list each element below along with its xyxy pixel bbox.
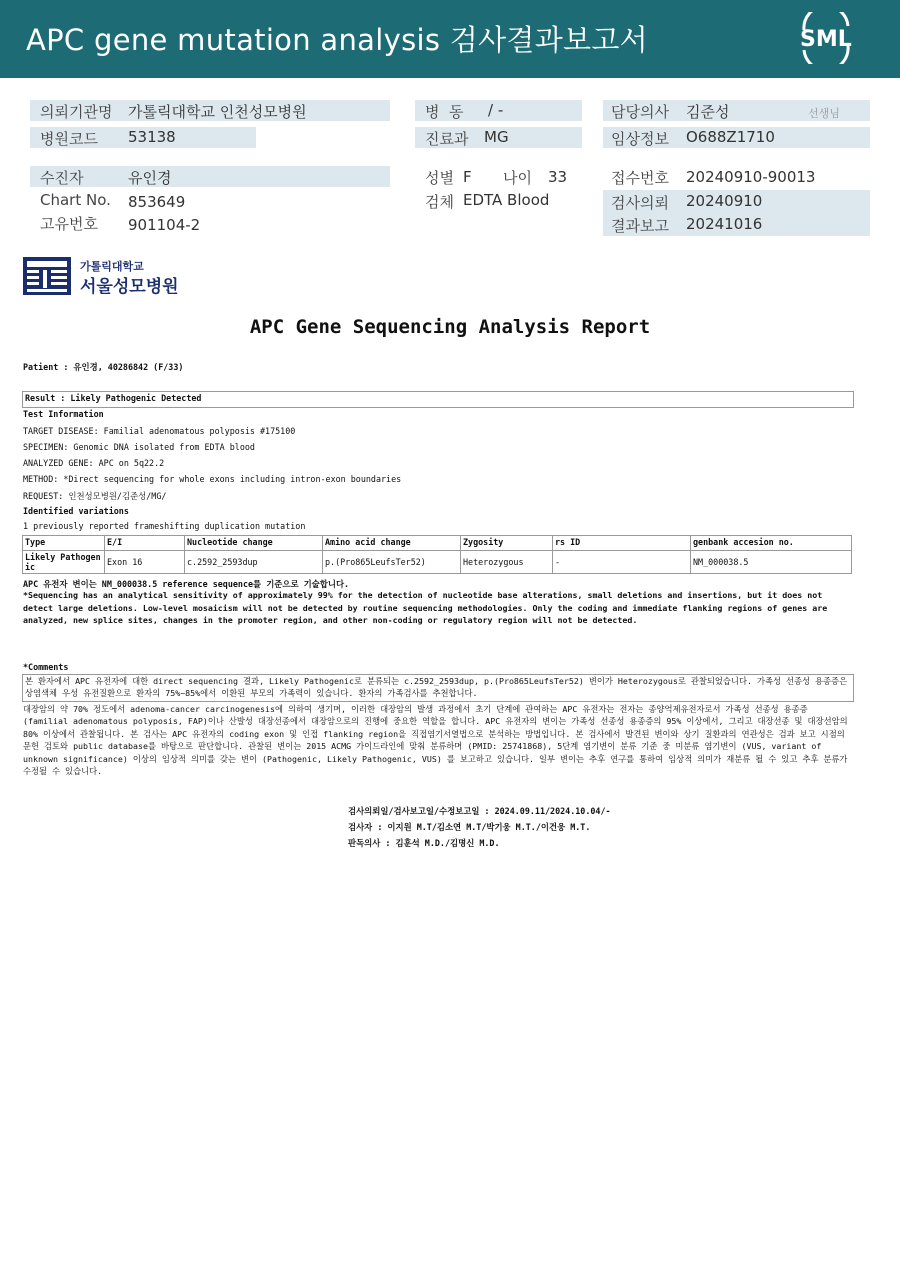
specimen-line: SPECIMEN: Genomic DNA isolated from EDTA blood <box>23 442 255 452</box>
table-cell: - <box>553 551 691 574</box>
unique-value: 901104-2 <box>128 216 201 234</box>
hospital-logo-line2: 서울성모병원 <box>80 277 179 297</box>
sign-dates: 검사의뢰일/검사보고일/수정보고일 : 2024.09.11/2024.10.04/- <box>348 806 611 816</box>
variations-table <box>22 535 852 574</box>
specimen-label: 검체 <box>425 193 454 211</box>
chart-label: Chart No. <box>40 191 111 209</box>
table-cell: NM_000038.5 <box>691 551 852 574</box>
reference-note: APC 유전자 변이는 NM_000038.5 reference sequence를 기준으로 기술합니다. <box>23 579 350 589</box>
table-header-row <box>23 536 852 551</box>
sex-value: F <box>463 168 472 186</box>
age-value: 33 <box>548 168 568 186</box>
result-label: 결과보고 <box>611 217 669 235</box>
table-header-cell: genbank accesion no. <box>691 536 852 551</box>
result-box <box>22 391 854 408</box>
hospital-code-label: 병원코드 <box>40 130 98 148</box>
ward-value: / - <box>488 101 504 119</box>
dept-value: MG <box>484 128 509 146</box>
analyzed-gene: ANALYZED GENE: APC on 5q22.2 <box>23 458 165 468</box>
sex-label: 성별 <box>425 169 454 187</box>
comment-box-text: 본 환자에서 APC 유전자에 대한 direct sequencing 결과, Likely Pathogenic로 분류되는 c.2592_2593dup, p.(Pro865LeufsTer52) 변이가 Heterozygous로 관찰되었습니다. 가족성 선종성 용종증은 상염색체 우성 유전질환으로 환자의 75%~85%에서 이환된 부모의 가족력이 있습니다. 환자의 가족검사를 추천합니다. <box>25 676 848 698</box>
age-label: 나이 <box>503 169 532 187</box>
table-header-cell: Zygosity <box>461 536 553 551</box>
table-header-cell: Amino acid change <box>323 536 461 551</box>
comment-body: 대장암의 약 70% 정도에서 adenoma-cancer carcinogenesis에 의하여 생기며, 이러한 대장암의 발생 과정에서 초기 단계에 관여하는 APC 유전자는 전자는 종양억제유전자로서 가족성 선종성 용종증 (familial adenomatous polyposis, FAP)이나 산발성 대장선종에서 대장암으로의 진행에 중요한 역할을 합니다. APC 유전자의 변이는 가족성 선종성 용종증의 95% 이상에서, 그리고 대장선종 및 대장선암의 80% 이상에서 관찰됩니다. 본 검사는 APC 유전자의 coding exon 및 인접 flanking region을 직접염기서열법으로 분석하는 방법입니다. 본 검사에서 발견된 변이와 상기 질환과의 연관성은 검과 보고 시점의 문헌 검토와 public database를 바탕으로 판단합니다. 관찰된 변이는 2015 ACMG 가이드라인에 맞춰 분류하며 (PMID: 25741868), 5단계 염기변이 분류 기준 중 미분류 염기변이 (VUS, variant of unknown significance) 이상의 임상적 의미를 갖는 변이 (Pathogenic, Likely Pathogenic, VUS) 를 보고하고 있습니다. 일부 변이는 추후 연구를 통하여 임상적 의미가 재분류 될 수 있고 추후 분류가 수정될 수 있습니다. <box>23 704 848 777</box>
table-header-cell: rs ID <box>553 536 691 551</box>
table-cell: Exon 16 <box>105 551 185 574</box>
unique-label: 고유번호 <box>40 215 98 233</box>
clinical-label: 임상정보 <box>611 130 669 148</box>
institution-value: 가톨릭대학교 인천성모병원 <box>128 103 307 121</box>
specimen-value: EDTA Blood <box>463 191 550 209</box>
table-row <box>23 551 852 574</box>
result-value: 20241016 <box>686 215 763 233</box>
chart-value: 853649 <box>128 193 186 211</box>
table-header-cell: Nucleotide change <box>185 536 323 551</box>
sml-logo <box>796 12 856 64</box>
sign-testers: 검사자 : 이지원 M.T/김소연 M.T/박기웅 M.T./이건웅 M.T. <box>348 822 591 832</box>
patient-label: 수진자 <box>40 169 84 187</box>
doctor-value: 김준성 <box>686 103 730 121</box>
clinical-value: O688Z1710 <box>686 128 775 146</box>
report-header <box>0 0 900 78</box>
identified-heading: Identified variations <box>23 506 129 516</box>
patient-line: Patient : 유인경, 40286842 (F/33) <box>23 362 184 372</box>
doctor-label: 담당의사 <box>611 103 669 121</box>
doctor-suffix: 선생님 <box>808 107 840 120</box>
table-cell: p.(Pro865LeufsTer52) <box>323 551 461 574</box>
report-title: APC Gene Sequencing Analysis Report <box>249 316 651 338</box>
table-header-cell: Type <box>23 536 105 551</box>
table-cell: Heterozygous <box>461 551 553 574</box>
sign-doctors: 판독의사 : 김훈석 M.D./김명신 M.D. <box>348 838 500 848</box>
table-cell: Likely Pathogenic <box>23 551 105 574</box>
report-header-title: APC gene mutation analysis 검사결과보고서 <box>26 23 648 57</box>
table-cell: c.2592_2593dup <box>185 551 323 574</box>
hospital-logo <box>22 256 182 300</box>
receipt-value: 20240910-90013 <box>686 168 816 186</box>
institution-label: 의뢰기관명 <box>40 103 113 121</box>
target-disease: TARGET DISEASE: Familial adenomatous polyposis #175100 <box>23 426 296 436</box>
comments-heading: *Comments <box>23 662 69 672</box>
patient-row-bg <box>30 166 390 187</box>
result-line: Result : Likely Pathogenic Detected <box>25 393 202 403</box>
dept-label: 진료과 <box>425 130 469 148</box>
test-info-heading: Test Information <box>23 409 104 419</box>
request-label: 검사의뢰 <box>611 194 669 212</box>
ward-label: 병 동 <box>425 103 464 121</box>
identified-summary: 1 previously reported frameshifting duplication mutation <box>23 521 306 531</box>
request-line: REQUEST: 인천성모병원/김준성/MG/ <box>23 491 167 501</box>
patient-value: 유인경 <box>128 169 172 187</box>
hospital-code-value: 53138 <box>128 128 176 146</box>
sml-logo-text: SML <box>800 27 852 52</box>
request-value: 20240910 <box>686 192 763 210</box>
sensitivity-note: *Sequencing has an analytical sensitivity of approximately 99% for the detection of nucleotide base alterations, small deletions and insertions, but it does not detect large deletions. Low-level mosaicism will not be detected by routine sequencing methodologies. Only the coding and immediate flanking regions of genes are analyzed, new splice sites, changes in the promoter region, and other non-coding or regulatory region will not be detected. <box>23 590 828 625</box>
hospital-emblem-icon <box>22 256 72 296</box>
receipt-label: 접수번호 <box>611 169 669 187</box>
table-header-cell: E/I <box>105 536 185 551</box>
method-line: METHOD: *Direct sequencing for whole exons including intron-exon boundaries <box>23 474 402 484</box>
hospital-logo-line1: 가톨릭대학교 <box>80 260 144 273</box>
